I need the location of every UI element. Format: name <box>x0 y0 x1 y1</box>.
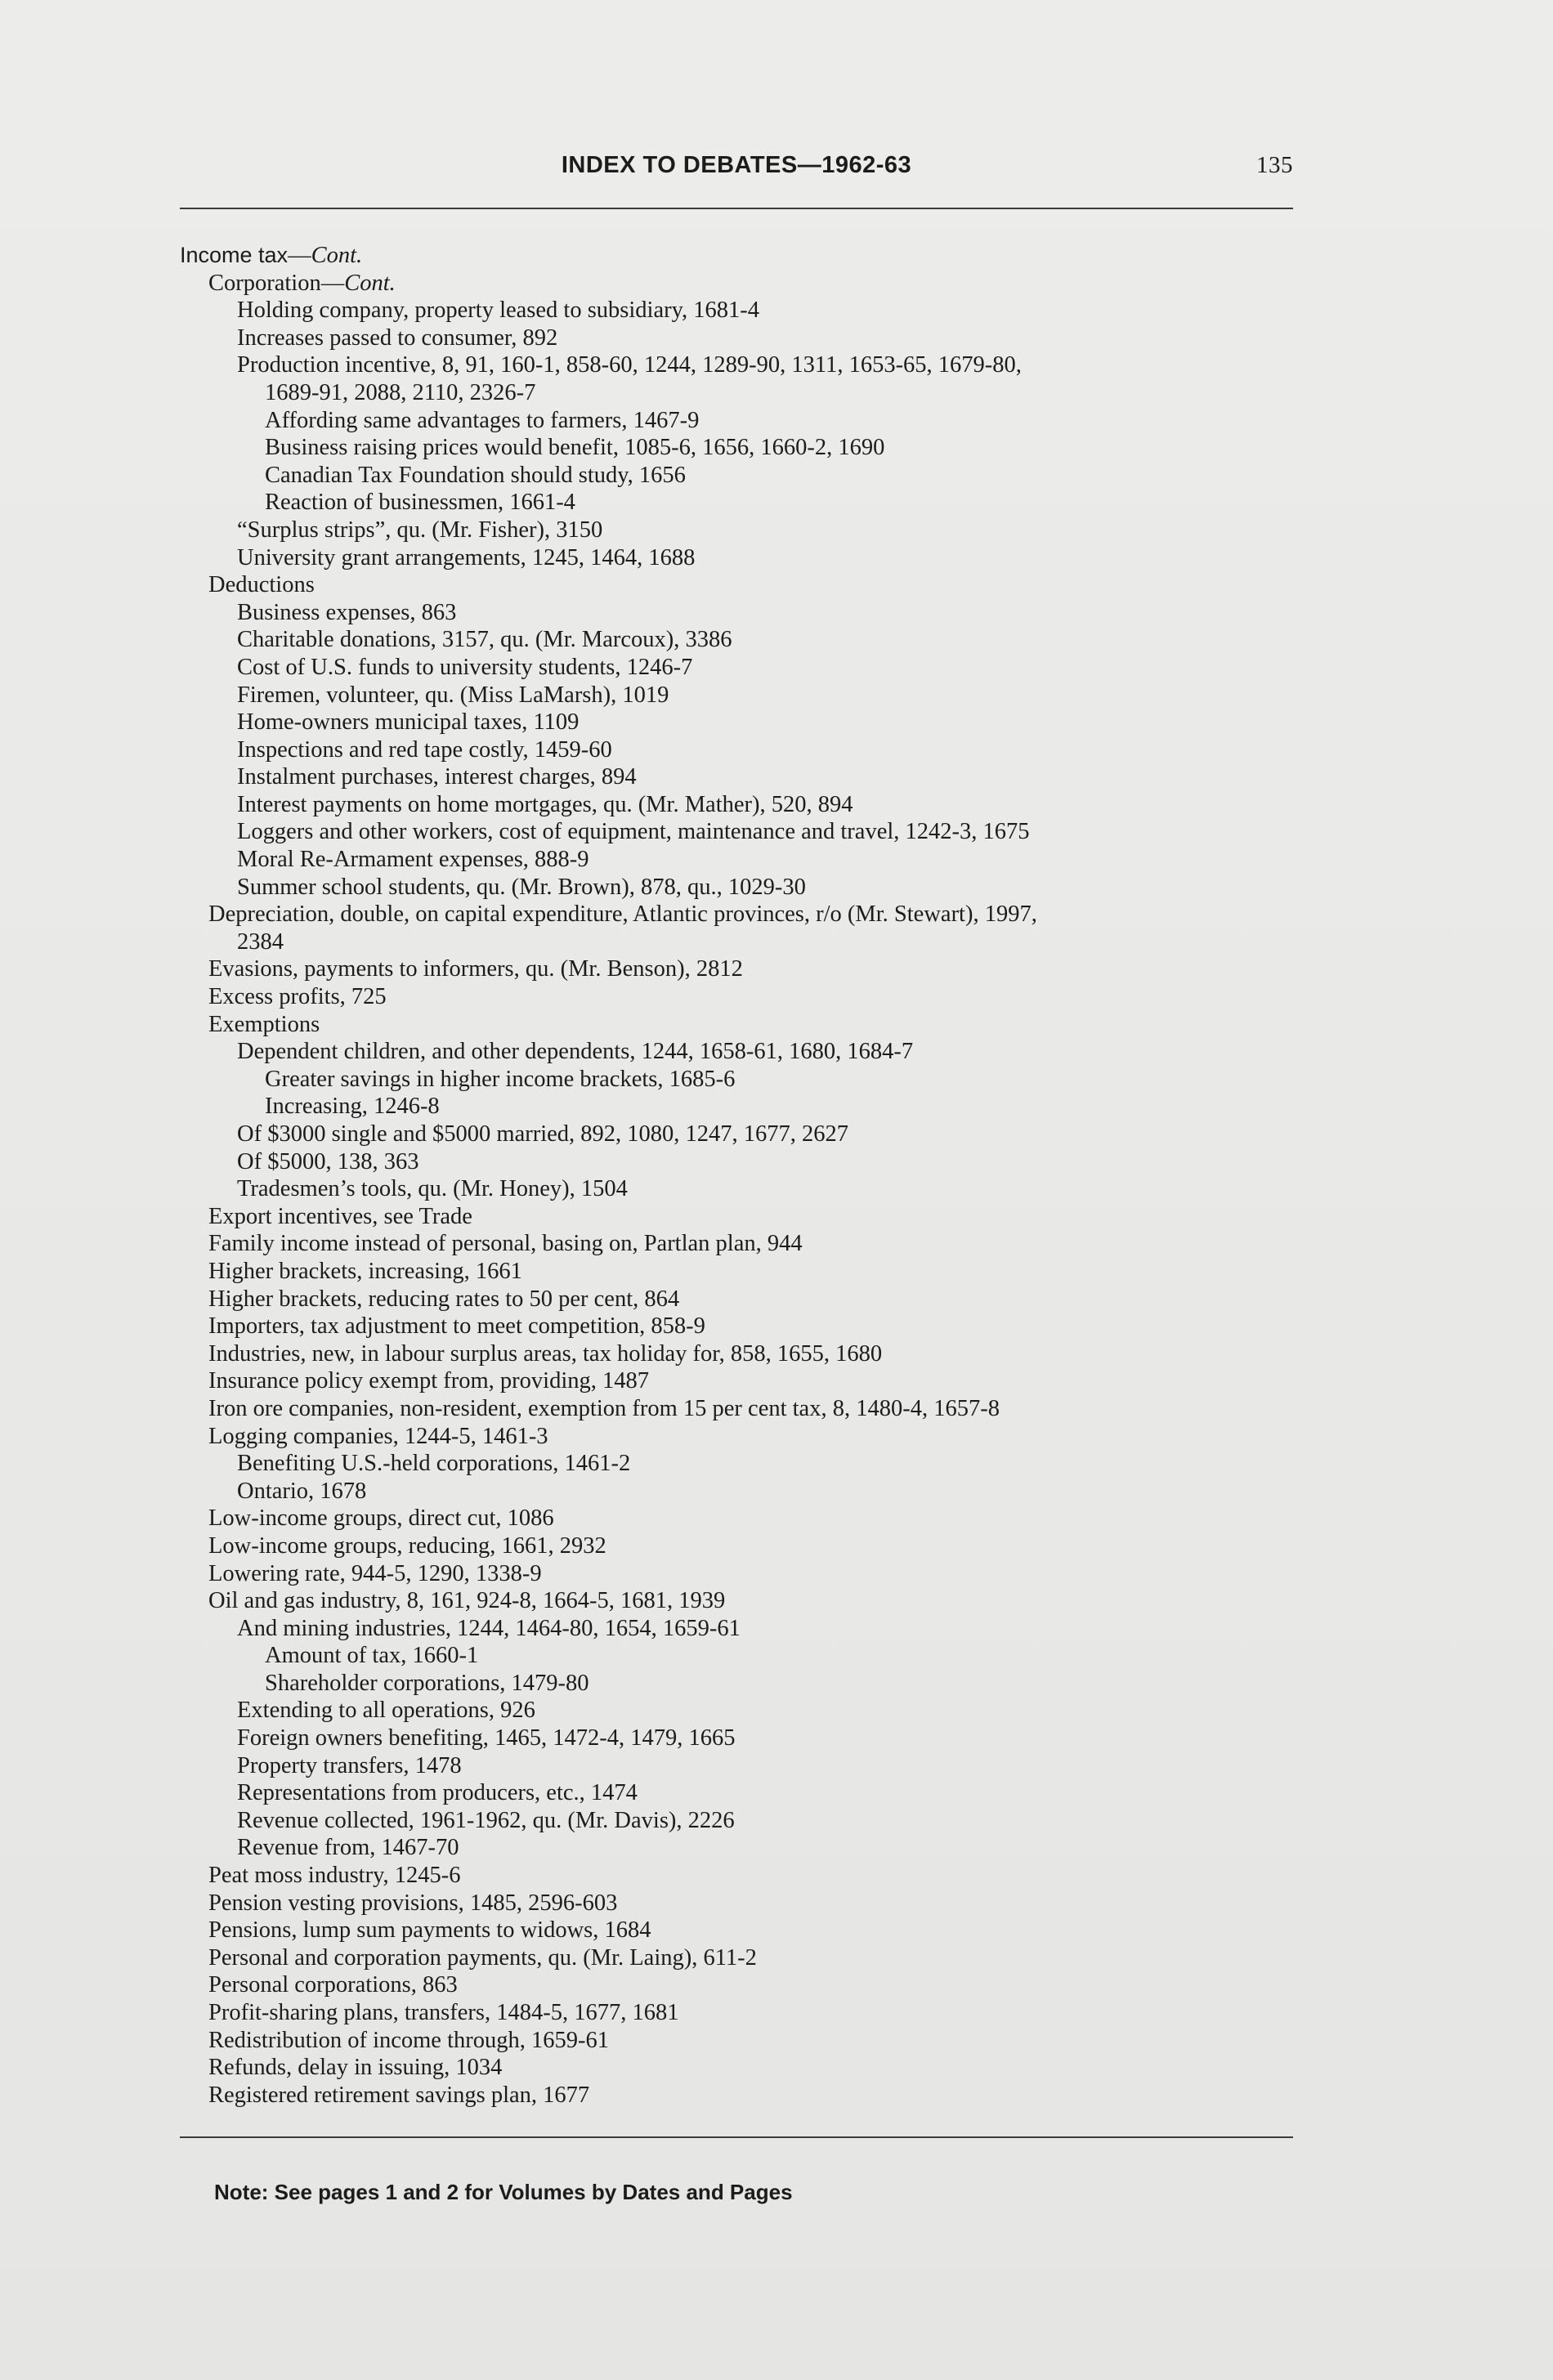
entry-text: Increases passed to consumer, 892 <box>237 324 558 351</box>
index-entry <box>180 1230 1308 1258</box>
index-entry <box>180 462 1308 490</box>
index-entry <box>180 1560 1308 1588</box>
index-entry <box>180 1642 1308 1670</box>
entry-text: Increasing, 1246-8 <box>265 1094 440 1120</box>
index-entry <box>180 517 1308 544</box>
entry-text: Loggers and other workers, cost of equipment, maintenance and travel, 1242-3, 1675 <box>237 819 1030 845</box>
entry-continued: Cont. <box>344 270 396 296</box>
index-entry <box>180 242 1308 270</box>
index-entry <box>180 489 1308 517</box>
entry-text: Business expenses, 863 <box>237 599 457 625</box>
entry-text: Export incentives, see Trade <box>208 1203 472 1229</box>
entry-text: Evasions, payments to informers, qu. (Mr. Benson), 2812 <box>208 956 743 982</box>
entry-text: Ontario, 1678 <box>237 1478 367 1504</box>
index-entry <box>180 1752 1308 1780</box>
index-entry <box>180 1148 1308 1176</box>
entry-dash: — <box>288 243 311 268</box>
entry-text: Charitable donations, 3157, qu. (Mr. Marcoux), 3386 <box>237 627 732 653</box>
index-entry <box>180 818 1308 846</box>
index-entry <box>180 1615 1308 1643</box>
index-entry <box>180 324 1308 352</box>
index-entry <box>180 928 1308 956</box>
footer-rule <box>180 2136 1293 2138</box>
index-entry <box>180 1971 1308 1999</box>
entry-text: Excess profits, 725 <box>208 984 387 1010</box>
entry-text: Pension vesting provisions, 1485, 2596-603 <box>208 1890 618 1916</box>
index-entry <box>180 379 1308 407</box>
entry-continued: Cont. <box>311 243 363 268</box>
entry-text: Peat moss industry, 1245-6 <box>208 1863 461 1889</box>
entry-text: Higher brackets, reducing rates to 50 per cent, 864 <box>208 1286 680 1312</box>
entry-text: Extending to all operations, 926 <box>237 1698 535 1724</box>
entry-text: Lowering rate, 944-5, 1290, 1338-9 <box>208 1560 542 1586</box>
entry-text: Industries, new, in labour surplus areas, tax holiday for, 858, 1655, 1680 <box>208 1340 883 1367</box>
entry-text: Affording same advantages to farmers, 1467-9 <box>265 407 700 433</box>
index-entry <box>180 571 1308 599</box>
page-header <box>180 152 1293 188</box>
entry-text: Canadian Tax Foundation should study, 1656 <box>265 462 686 488</box>
entry-heading: Income tax <box>180 243 289 267</box>
entry-text: “Surplus strips”, qu. (Mr. Fisher), 3150 <box>237 517 603 543</box>
index-entry <box>180 1395 1308 1423</box>
entry-text: Iron ore companies, non-resident, exemption from 15 per cent tax, 8, 1480-4, 1657-8 <box>208 1395 1000 1421</box>
entry-text: Amount of tax, 1660-1 <box>265 1643 479 1669</box>
entry-text: Low-income groups, direct cut, 1086 <box>208 1505 554 1532</box>
index-entry <box>180 1725 1308 1752</box>
entry-text: Importers, tax adjustment to meet competition, 858-9 <box>208 1313 705 1340</box>
index-entry <box>180 1944 1308 1972</box>
entry-text: 2384 <box>237 928 284 955</box>
entry-text: Pensions, lump sum payments to widows, 1684 <box>208 1917 651 1944</box>
index-entry <box>180 654 1308 682</box>
entry-text: Reaction of businessmen, 1661-4 <box>265 490 575 516</box>
index-entry <box>180 1423 1308 1451</box>
entry-text: Redistribution of income through, 1659-61 <box>208 2027 609 2053</box>
index-entry <box>180 1890 1308 1917</box>
index-entry <box>180 1367 1308 1395</box>
index-entry <box>180 1038 1308 1066</box>
index-entry <box>180 791 1308 819</box>
index-entry <box>180 1313 1308 1340</box>
index-entry <box>180 1505 1308 1532</box>
entry-text: Personal corporations, 863 <box>208 1972 458 1998</box>
entry-text: And mining industries, 1244, 1464-80, 1654, 1659-61 <box>237 1615 741 1641</box>
index-entry <box>180 763 1308 791</box>
index-entry <box>180 1834 1308 1862</box>
index-entry <box>180 1807 1308 1835</box>
index-entry <box>180 270 1308 298</box>
index-entry <box>180 1862 1308 1890</box>
entry-text: Depreciation, double, on capital expenditure, Atlantic provinces, r/o (Mr. Stewart), 1997, <box>208 901 1037 928</box>
entry-text: Production incentive, 8, 91, 160-1, 858-60, 1244, 1289-90, 1311, 1653-65, 1679-80, <box>237 352 1022 378</box>
footer-note: Note: See pages 1 and 2 for Volumes by Dates and Pages <box>214 2180 793 2204</box>
entry-text: Holding company, property leased to subsidiary, 1681-4 <box>237 298 760 324</box>
entry-text: Foreign owners benefiting, 1465, 1472-4, 1479, 1665 <box>237 1725 736 1751</box>
index-entry <box>180 1066 1308 1094</box>
index-entry <box>180 736 1308 764</box>
entry-text: Representations from producers, etc., 1474 <box>237 1780 638 1806</box>
entry-text: Profit-sharing plans, transfers, 1484-5, 1677, 1681 <box>208 2000 679 2025</box>
index-entry <box>180 1011 1308 1039</box>
page-number: 135 <box>1256 152 1293 178</box>
index-entry <box>180 874 1308 901</box>
index-entry <box>180 709 1308 736</box>
entry-text: Personal and corporation payments, qu. (Mr. Laing), 611-2 <box>208 1944 757 1971</box>
entry-heading: Corporation <box>208 270 321 296</box>
index-entry <box>180 901 1308 928</box>
index-entry <box>180 407 1308 435</box>
entry-text: Revenue from, 1467-70 <box>237 1835 459 1861</box>
entry-text: Of $3000 single and $5000 married, 892, 1080, 1247, 1677, 2627 <box>237 1121 849 1147</box>
entry-text: Benefiting U.S.-held corporations, 1461-2 <box>237 1451 631 1477</box>
index-entry <box>180 1450 1308 1478</box>
index-entry <box>180 682 1308 709</box>
entry-text: Instalment purchases, interest charges, 894 <box>237 764 637 790</box>
entry-text: Property transfers, 1478 <box>237 1752 462 1778</box>
entry-text: Insurance policy exempt from, providing, 1487 <box>208 1368 649 1394</box>
index-entry <box>180 955 1308 983</box>
index-entry <box>180 1999 1308 2027</box>
index-entry <box>180 297 1308 324</box>
entry-text: Cost of U.S. funds to university students, 1246-7 <box>237 654 693 680</box>
index-entry <box>180 1203 1308 1231</box>
index-entry <box>180 351 1308 379</box>
entry-text: Family income instead of personal, basing on, Partlan plan, 944 <box>208 1231 803 1257</box>
entry-text: Shareholder corporations, 1479-80 <box>265 1670 589 1696</box>
entry-text: 1689-91, 2088, 2110, 2326-7 <box>265 379 536 405</box>
entry-text: Deductions <box>208 572 315 598</box>
index-entry <box>180 434 1308 462</box>
index-entry <box>180 846 1308 874</box>
entry-text: Oil and gas industry, 8, 161, 924-8, 1664-5, 1681, 1939 <box>208 1588 726 1614</box>
index-entry <box>180 1779 1308 1807</box>
index-entry <box>180 1121 1308 1148</box>
entry-dash: — <box>320 270 345 296</box>
index-entry <box>180 1532 1308 1560</box>
index-entry <box>180 1175 1308 1203</box>
entry-text: Firemen, volunteer, qu. (Miss LaMarsh), 1019 <box>237 682 669 708</box>
index-entry <box>180 1917 1308 1944</box>
entry-text: Revenue collected, 1961-1962, qu. (Mr. Davis), 2226 <box>237 1807 735 1833</box>
index-entries <box>180 242 1308 2109</box>
index-entry <box>180 544 1308 572</box>
index-entry <box>180 1697 1308 1725</box>
page-title: INDEX TO DEBATES—1962-63 <box>561 152 912 178</box>
entry-text: Logging companies, 1244-5, 1461-3 <box>208 1423 548 1449</box>
entry-text: Of $5000, 138, 363 <box>237 1148 419 1174</box>
entry-text: Higher brackets, increasing, 1661 <box>208 1258 522 1284</box>
entry-text: Summer school students, qu. (Mr. Brown), 878, qu., 1029-30 <box>237 874 806 900</box>
index-entry <box>180 1670 1308 1698</box>
entry-text: Greater savings in higher income brackets, 1685-6 <box>265 1066 736 1092</box>
index-entry <box>180 1340 1308 1368</box>
entry-text: Home-owners municipal taxes, 1109 <box>237 709 580 736</box>
index-entry <box>180 2054 1308 2082</box>
index-entry <box>180 983 1308 1011</box>
index-entry <box>180 626 1308 654</box>
index-entry <box>180 1587 1308 1615</box>
index-entry <box>180 1478 1308 1505</box>
index-entry <box>180 1286 1308 1313</box>
index-entry <box>180 2082 1308 2109</box>
entry-text: Exemptions <box>208 1011 320 1037</box>
entry-text: Low-income groups, reducing, 1661, 2932 <box>208 1532 606 1559</box>
index-entry <box>180 599 1308 627</box>
entry-text: Registered retirement savings plan, 1677 <box>208 2082 590 2108</box>
entry-text: Inspections and red tape costly, 1459-60 <box>237 736 612 763</box>
entry-text: Moral Re-Armament expenses, 888-9 <box>237 847 589 873</box>
header-rule <box>180 208 1293 209</box>
entry-text: Dependent children, and other dependents, 1244, 1658-61, 1680, 1684-7 <box>237 1039 914 1065</box>
entry-text: Tradesmen’s tools, qu. (Mr. Honey), 1504 <box>237 1176 628 1202</box>
entry-text: Refunds, delay in issuing, 1034 <box>208 2055 503 2081</box>
entry-text: Business raising prices would benefit, 1085-6, 1656, 1660-2, 1690 <box>265 435 885 461</box>
index-entry <box>180 1258 1308 1286</box>
index-entry <box>180 1093 1308 1121</box>
index-entry <box>180 2027 1308 2055</box>
entry-text: University grant arrangements, 1245, 1464, 1688 <box>237 544 696 570</box>
entry-text: Interest payments on home mortgages, qu. (Mr. Mather), 520, 894 <box>237 791 853 817</box>
